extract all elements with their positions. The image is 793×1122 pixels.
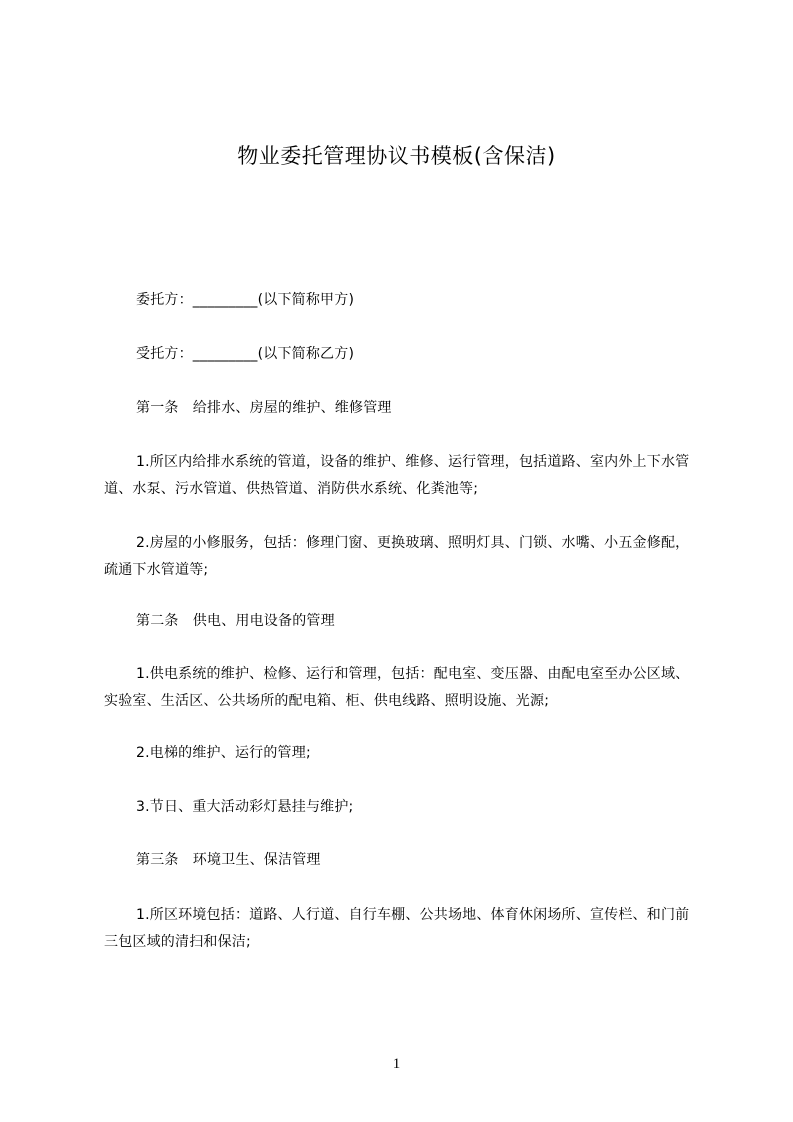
article-2-item-3: 3.节日、重大活动彩灯悬挂与维护; <box>136 799 354 815</box>
article-3-item-1: 1.所区环境包括：道路、人行道、自行车棚、公共场地、体育休闲场所、宣传栏、和门前三包区域的清扫和保洁; <box>104 907 690 950</box>
party-b-line: 受托方：_________(以下简称乙方) <box>136 346 355 362</box>
article-2-item-1: 1.供电系统的维护、检修、运行和管理，包括：配电室、变压器、由配电室至办公区域、实验室、生活区、公共场所的配电箱、柜、供电线路、照明设施、光源; <box>104 666 690 709</box>
article-3-heading: 第三条 环境卫生、保洁管理 <box>136 852 321 868</box>
article-2-heading: 第二条 供电、用电设备的管理 <box>136 613 335 629</box>
article-1-heading: 第一条 给排水、房屋的维护、维修管理 <box>136 400 392 416</box>
party-a-line: 委托方：_________(以下简称甲方) <box>136 292 355 308</box>
article-2-item-2: 2.电梯的维护、运行的管理; <box>136 745 311 761</box>
article-1-item-2: 2.房屋的小修服务，包括：修理门窗、更换玻璃、照明灯具、门锁、水嘴、小五金修配，疏通下水管道等; <box>104 535 690 578</box>
page-number: 1 <box>392 1056 401 1072</box>
document-title: 物业委托管理协议书模板(含保洁) <box>237 144 556 168</box>
article-1-item-1: 1.所区内给排水系统的管道，设备的维护、维修、运行管理，包括道路、室内外上下水管道、水泵、污水管道、供热管道、消防供水系统、化粪池等; <box>104 454 690 497</box>
